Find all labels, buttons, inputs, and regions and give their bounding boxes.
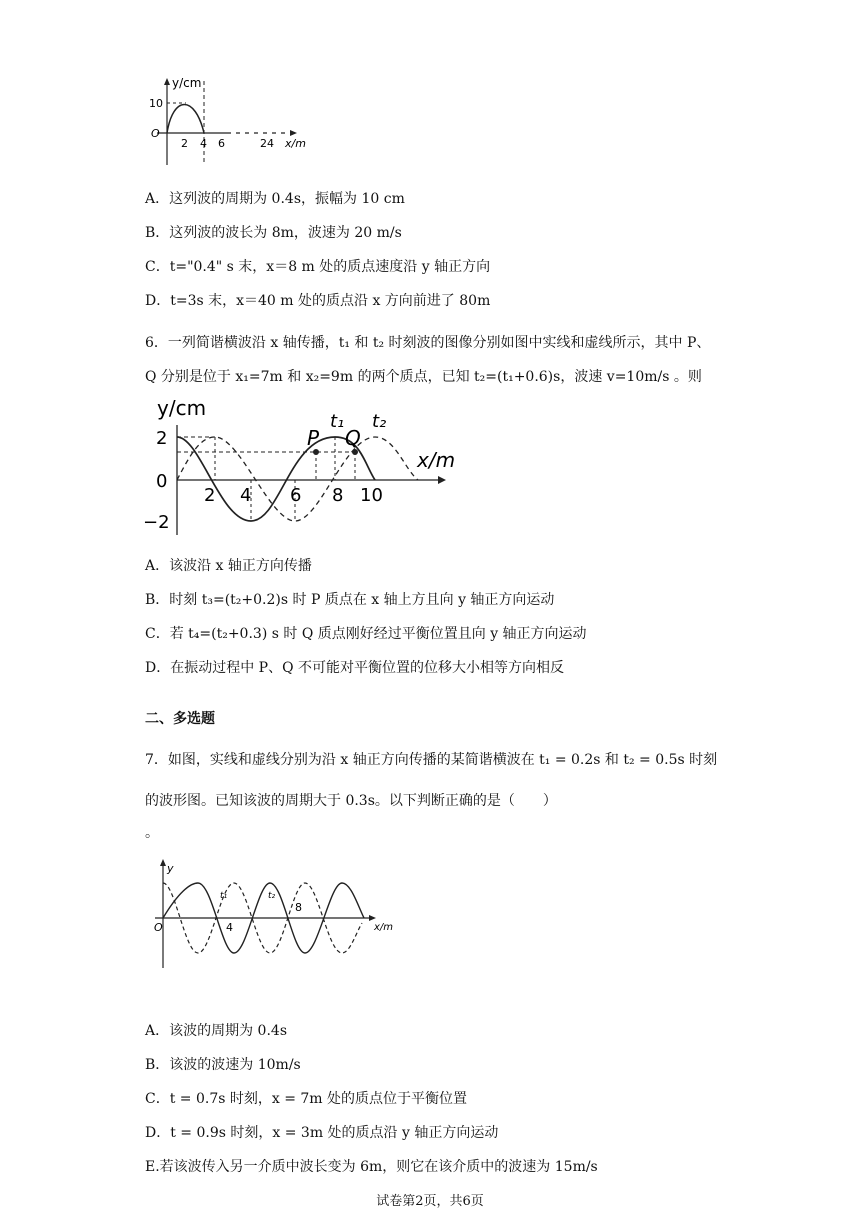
y-axis-arrow — [160, 859, 166, 866]
wave-curve — [167, 105, 204, 134]
label-t1: t₁ — [220, 891, 228, 901]
y-axis-label: y/cm — [157, 396, 207, 420]
q7-option-e: E.若该波传入另一介质中波长变为 6m，则它在该介质中的波速为 15m/s — [145, 1159, 598, 1175]
q5-option-c: C．t="0.4" s 末，x＝8 m 处的质点速度沿 y 轴正方向 — [145, 259, 491, 275]
x-tick-10: 10 — [360, 485, 383, 506]
q6-option-c: C．若 t₄=(t₂+0.3) s 时 Q 质点刚好经过平衡位置且向 y 轴正方向运动 — [145, 626, 587, 642]
q6-wave-figure — [140, 395, 460, 540]
y-axis-arrow — [164, 78, 170, 85]
q5-option-a: A．这列波的周期为 0.4s，振幅为 10 cm — [145, 191, 405, 207]
x-tick-2: 2 — [204, 485, 216, 506]
x-tick-4: 4 — [200, 137, 207, 150]
y-axis-label: y — [167, 862, 174, 875]
q7-option-a: A．该波的周期为 0.4s — [145, 1023, 288, 1039]
x-axis-label: x/m — [285, 137, 306, 150]
q6-option-b: B．时刻 t₃=(t₂+0.2)s 时 P 质点在 x 轴上方且向 y 轴正方向运动 — [145, 592, 555, 608]
y-tick-10: 10 — [149, 97, 163, 110]
x-tick-6: 6 — [218, 137, 225, 150]
x-tick-8: 8 — [332, 485, 344, 506]
x-tick-6: 6 — [290, 485, 302, 506]
label-q: Q — [345, 426, 361, 450]
q6-stem-line1: 6．一列简谐横波沿 x 轴传播，t₁ 和 t₂ 时刻波的图像分别如图中实线和虚线所示，其中 P、 — [145, 335, 711, 351]
q5-option-d: D．t=3s 末，x＝40 m 处的质点沿 x 方向前进了 80m — [145, 293, 491, 309]
x-tick-8: 8 — [295, 901, 302, 914]
q6-option-d: D．在振动过程中 P、Q 不可能对平衡位置的位移大小相等方向相反 — [145, 660, 565, 676]
x-tick-24: 24 — [260, 137, 274, 150]
label-t2: t₂ — [268, 891, 276, 901]
y-axis-label: y/cm — [172, 76, 202, 90]
q7-stem-line2: 的波形图。已知该波的周期大于 0.3s。以下判断正确的是（ ） — [145, 793, 557, 809]
q7-stem-line3: 。 — [145, 825, 159, 841]
q7-wave-figure — [150, 858, 400, 973]
x-tick-2: 2 — [181, 137, 188, 150]
origin-label: 0 — [156, 471, 168, 492]
x-axis-arrow — [369, 915, 376, 921]
q7-stem-line1: 7．如图，实线和虚线分别为沿 x 轴正方向传播的某简谐横波在 t₁ = 0.2s 和 t₂ = 0.5s 时刻 — [145, 752, 718, 768]
label-t1: t₁ — [330, 411, 345, 432]
page-footer: 试卷第2页，共6页 — [376, 1194, 484, 1209]
x-tick-4: 4 — [226, 921, 233, 934]
q7-option-d: D．t = 0.9s 时刻，x = 3m 处的质点沿 y 轴正方向运动 — [145, 1125, 499, 1141]
q7-option-b: B．该波的波速为 10m/s — [145, 1057, 301, 1073]
q6-stem-line2: Q 分别是位于 x₁=7m 和 x₂=9m 的两个质点，已知 t₂=(t₁+0.6)s，波速 v=10m/s 。则 — [145, 369, 702, 385]
origin-label: O — [154, 921, 163, 934]
x-axis-arrow — [438, 476, 446, 484]
dashed-wave-t2 — [177, 437, 418, 521]
q6-option-a: A．该波沿 x 轴正方向传播 — [145, 558, 312, 574]
y-tick-neg2: −2 — [143, 512, 170, 533]
x-axis-label: x/m — [417, 448, 456, 472]
q5-option-b: B．这列波的波长为 8m，波速为 20 m/s — [145, 225, 402, 241]
q5-wave-figure — [145, 75, 315, 170]
x-axis-label: x/m — [374, 922, 394, 933]
label-p: P — [307, 426, 320, 450]
section-title-multiple-choice: 二、多选题 — [145, 711, 215, 727]
origin-label: O — [151, 127, 160, 140]
x-axis-arrow — [290, 130, 297, 136]
label-t2: t₂ — [372, 411, 387, 432]
x-tick-4: 4 — [240, 485, 252, 506]
y-tick-2: 2 — [156, 428, 168, 449]
q7-option-c: C．t = 0.7s 时刻，x = 7m 处的质点位于平衡位置 — [145, 1091, 468, 1107]
